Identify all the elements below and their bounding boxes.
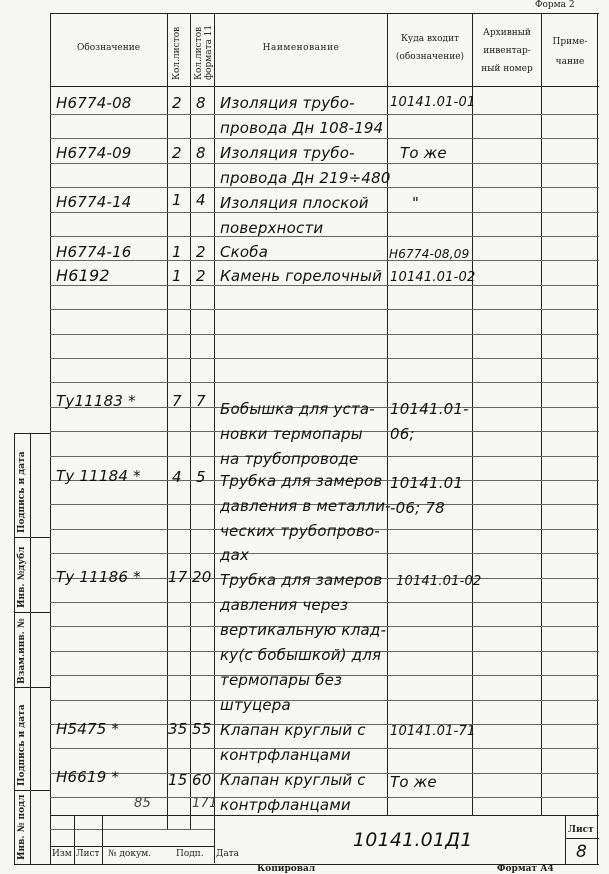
row-rule xyxy=(50,382,599,383)
row-sheets: 2 xyxy=(172,144,182,162)
tb-izm: Изм xyxy=(52,849,72,859)
col-line-5 xyxy=(472,13,473,815)
side-label-vzam-inv: Взам.инв. № xyxy=(17,618,27,684)
frame-top xyxy=(50,13,599,14)
row-name-line: Камень горелочный xyxy=(220,267,383,285)
side-label-podpis-bottom: Подпись и дата xyxy=(17,704,27,786)
row-name-line: вертикальную клад- xyxy=(220,621,387,639)
row-name-line: провода Дн 108-194 xyxy=(220,119,384,137)
footer-format: Формат А4 xyxy=(497,864,554,874)
row-name-line: Трубка для замеров xyxy=(220,571,383,589)
side-row-4 xyxy=(14,687,50,688)
row-where-line: -06; 78 xyxy=(390,499,445,517)
col-line-6 xyxy=(541,13,542,815)
row-rule xyxy=(50,114,599,115)
row-rule xyxy=(50,309,599,310)
tb-doc-no: № докум. xyxy=(108,849,152,859)
header-note-2: чание xyxy=(555,57,585,67)
form-label: Форма 2 xyxy=(535,0,575,10)
row-name-line: Изоляция плоской xyxy=(220,194,369,212)
row-where: Н6774-08,09 xyxy=(389,247,470,261)
header-bottom xyxy=(50,86,599,87)
tb-list: Лист xyxy=(76,849,100,859)
row-designation: Н6774-14 xyxy=(56,193,132,211)
row-where: 10141.01-02 xyxy=(396,574,482,589)
row-sheets: 2 xyxy=(172,94,182,112)
header-archive-3: ный номер xyxy=(481,64,533,74)
row-where: 10141.01-71 xyxy=(390,724,476,739)
row-sheets: 1 xyxy=(172,267,182,285)
tb-doc-code: 10141.01Д1 xyxy=(353,829,473,851)
row-name-line: провода Дн 219÷480 xyxy=(220,169,391,187)
total-sheets: 85 xyxy=(134,796,151,811)
tb-data: Дата xyxy=(216,849,240,859)
row-name-line: поверхности xyxy=(220,219,324,237)
frame-right xyxy=(597,13,598,865)
row-format: 7 xyxy=(196,392,206,410)
row-name-line: Трубка для замеров xyxy=(220,472,383,490)
side-label-podpis-top: Подпись и дата xyxy=(17,451,27,533)
row-format: 5 xyxy=(196,468,206,486)
row-name-line: Изоляция трубо- xyxy=(220,94,355,112)
tb-sheet-number: 8 xyxy=(576,842,588,862)
tb-col-list xyxy=(102,815,103,865)
row-rule xyxy=(50,260,599,261)
row-format: 20 xyxy=(192,568,212,586)
row-format: 60 xyxy=(192,771,212,789)
row-name-line: на трубопроводе xyxy=(220,450,359,468)
row-format: 2 xyxy=(196,267,206,285)
row-where-line: 10141.01 xyxy=(390,474,464,492)
row-designation: Ту11183 * xyxy=(56,392,136,410)
row-designation: Н5475 * xyxy=(56,720,120,738)
header-note-1: Приме- xyxy=(552,37,588,47)
row-sheets: 1 xyxy=(172,243,182,261)
row-name-line: Клапан круглый с xyxy=(220,721,366,739)
header-archive-1: Архивный xyxy=(483,28,531,38)
row-sheets: 17 xyxy=(168,568,188,586)
row-format: 8 xyxy=(196,94,206,112)
side-label-inv-dubl: Инв. №дубл xyxy=(17,546,27,608)
tb-col-sheet xyxy=(565,815,566,865)
tb-podp: Подп. xyxy=(176,849,204,859)
row-rule xyxy=(50,700,599,701)
row-sheets: 35 xyxy=(168,720,188,738)
side-col-mid xyxy=(30,433,31,865)
row-where: 10141.01-01 xyxy=(390,95,476,110)
row-name-line: Скоба xyxy=(220,243,269,261)
row-format: 55 xyxy=(192,720,212,738)
header-designation: Обозначение xyxy=(76,43,141,53)
row-name-line: давления через xyxy=(220,596,349,614)
header-format: Кол.листов формата 11 xyxy=(194,24,214,80)
row-where: 10141.01-02 xyxy=(390,270,476,285)
row-rule xyxy=(50,236,599,237)
row-sheets: 15 xyxy=(168,771,188,789)
row-rule xyxy=(50,358,599,359)
row-name-line: ческих трубопрово- xyxy=(220,522,380,540)
row-name-line: давления в металли- xyxy=(220,497,391,515)
side-label-inv-podl: Инв. № подл xyxy=(17,794,27,860)
row-where-line: 06; xyxy=(390,425,415,443)
row-designation: Н6774-09 xyxy=(56,144,132,162)
row-sheets: 4 xyxy=(172,468,182,486)
row-name-line: ку(с бобышкой) для xyxy=(220,646,382,664)
row-where-line: 10141.01- xyxy=(390,400,469,418)
row-name-line: дах xyxy=(220,546,250,564)
col-line-3 xyxy=(214,13,215,863)
row-format: 2 xyxy=(196,243,206,261)
row-rule xyxy=(50,187,599,188)
row-designation: Н6192 xyxy=(56,266,110,285)
col-line-4 xyxy=(387,13,388,815)
header-name: Наименование xyxy=(262,43,340,53)
tb-sheet-divider xyxy=(565,838,599,839)
row-name-line: Клапан круглый с xyxy=(220,771,366,789)
row-designation: Ту 11186 * xyxy=(56,568,141,586)
row-where: То же xyxy=(400,144,447,162)
row-name-line: контрфланцами xyxy=(220,746,351,764)
col-line-2 xyxy=(190,13,191,829)
row-designation: Н6774-16 xyxy=(56,243,132,261)
row-name-line: Бобышка для уста- xyxy=(220,400,375,418)
row-name-line: новки термопары xyxy=(220,425,363,443)
row-rule xyxy=(50,553,599,554)
row-name-line: контрфланцами xyxy=(220,796,351,814)
total-format: 171 xyxy=(192,796,218,811)
header-archive-2: инвентар- xyxy=(483,46,531,56)
row-designation: Н6619 * xyxy=(56,768,120,786)
col-line-1 xyxy=(167,13,168,829)
row-designation: Ту 11184 * xyxy=(56,467,141,485)
side-row-1 xyxy=(14,433,50,434)
tb-sheet-label: Лист xyxy=(568,825,594,835)
header-where-1: Куда входит xyxy=(400,34,460,44)
row-format: 8 xyxy=(196,144,206,162)
row-rule xyxy=(50,334,599,335)
row-sheets: 1 xyxy=(172,191,182,209)
row-where: " xyxy=(412,194,420,212)
side-row-2 xyxy=(14,537,50,538)
row-name-line: штуцера xyxy=(220,696,291,714)
footer-copied: Копировал xyxy=(257,864,316,874)
row-where: То же xyxy=(390,773,437,791)
row-format: 4 xyxy=(196,191,206,209)
header-sheets: Кол.листов xyxy=(172,26,182,80)
frame-left xyxy=(50,13,51,865)
side-col-left xyxy=(14,433,15,865)
header-where-2: (обозначение) xyxy=(395,52,465,62)
side-row-5 xyxy=(14,790,50,791)
row-name-line: Изоляция трубо- xyxy=(220,144,355,162)
row-designation: Н6774-08 xyxy=(56,94,132,112)
row-name-line: термопары без xyxy=(220,671,343,689)
row-rule xyxy=(50,163,599,164)
side-row-3 xyxy=(14,612,50,613)
row-rule xyxy=(50,138,599,139)
row-sheets: 7 xyxy=(172,392,182,410)
tb-top xyxy=(50,815,599,816)
